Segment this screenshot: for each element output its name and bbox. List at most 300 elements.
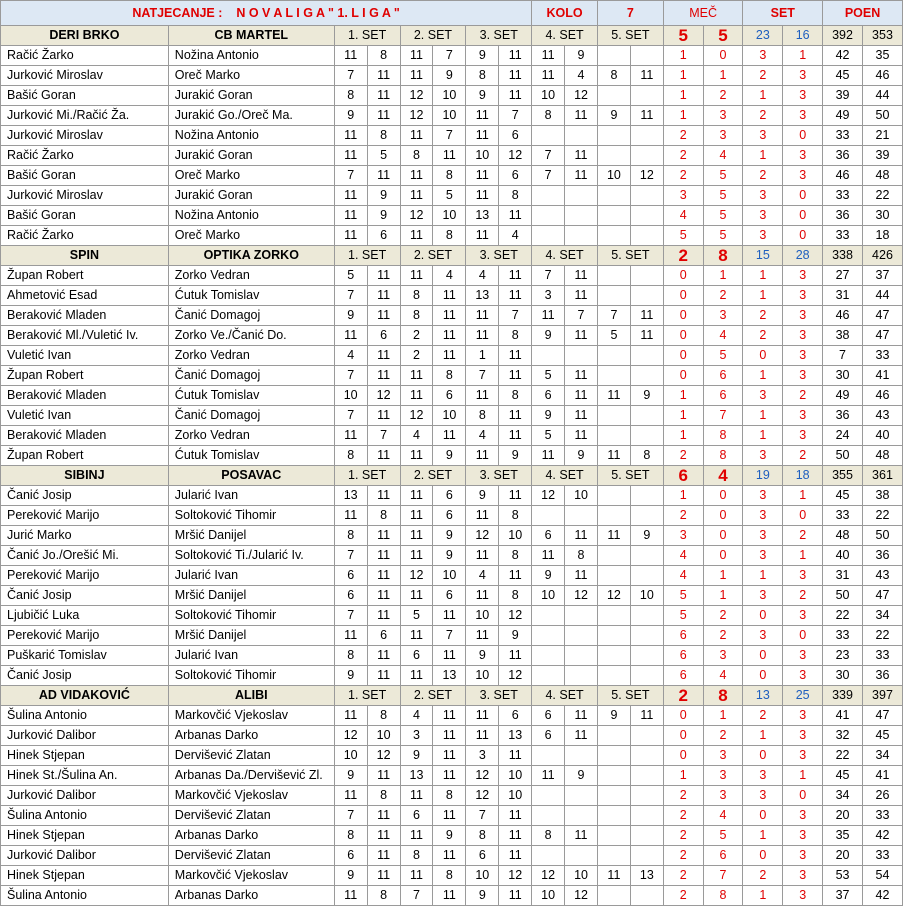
set-score: 6 — [367, 226, 400, 246]
match-running-home: 2 — [663, 446, 703, 466]
match-running-away: 6 — [703, 846, 743, 866]
set-score: 9 — [499, 446, 532, 466]
set-score: 6 — [400, 646, 433, 666]
set-score: 11 — [532, 546, 565, 566]
set-score: 11 — [367, 406, 400, 426]
set-score: 11 — [367, 766, 400, 786]
away-player: Mršić Danijel — [168, 526, 334, 546]
set-score: 10 — [499, 766, 532, 786]
set-score — [630, 126, 663, 146]
match-running-home: 5 — [663, 606, 703, 626]
set-score: 11 — [433, 146, 466, 166]
set-score: 11 — [565, 406, 598, 426]
away-player: Oreč Marko — [168, 66, 334, 86]
set-score — [597, 846, 630, 866]
set-score: 11 — [400, 66, 433, 86]
away-team-name: OPTIKA ZORKO — [168, 246, 334, 266]
away-player: Soltoković Tihomir — [168, 506, 334, 526]
set-score: 9 — [433, 66, 466, 86]
home-team-name: DERI BRKO — [1, 26, 169, 46]
home-player: Vuletić Ivan — [1, 406, 169, 426]
points-away: 47 — [862, 586, 902, 606]
set-score: 8 — [433, 226, 466, 246]
set-score: 10 — [433, 106, 466, 126]
set-score: 9 — [565, 446, 598, 466]
away-player: Ćutuk Tomislav — [168, 286, 334, 306]
set-score — [532, 346, 565, 366]
set-score: 8 — [466, 66, 499, 86]
sets-won-away: 2 — [783, 526, 823, 546]
home-player: Jurković Miroslav — [1, 66, 169, 86]
set-score: 11 — [334, 146, 367, 166]
sets-won-home: 1 — [743, 286, 783, 306]
game-row — [1, 286, 903, 306]
set-score: 9 — [334, 106, 367, 126]
set-score: 4 — [400, 706, 433, 726]
sets-won-away: 3 — [783, 406, 823, 426]
points-home: 36 — [823, 206, 863, 226]
set-score: 11 — [367, 106, 400, 126]
set-column-header: 3. SET — [466, 686, 532, 706]
set-score — [565, 746, 598, 766]
set-score: 9 — [433, 526, 466, 546]
home-player: Čanić Josip — [1, 666, 169, 686]
set-score: 11 — [433, 706, 466, 726]
points-home: 30 — [823, 666, 863, 686]
set-score: 10 — [466, 866, 499, 886]
game-row — [1, 126, 903, 146]
away-player: Arbanas Da./Dervišević Zl. — [168, 766, 334, 786]
sets-total-away: 25 — [783, 686, 823, 706]
sets-won-away: 0 — [783, 626, 823, 646]
points-home: 36 — [823, 146, 863, 166]
home-player: Račić Žarko — [1, 146, 169, 166]
set-score — [532, 606, 565, 626]
match-running-away: 4 — [703, 326, 743, 346]
set-score: 11 — [597, 446, 630, 466]
points-home: 33 — [823, 226, 863, 246]
set-score: 12 — [499, 146, 532, 166]
sets-won-home: 3 — [743, 46, 783, 66]
set-score: 11 — [466, 446, 499, 466]
set-score: 11 — [400, 126, 433, 146]
set-score: 8 — [367, 706, 400, 726]
set-score: 8 — [400, 846, 433, 866]
set-score: 11 — [565, 326, 598, 346]
home-player: Čanić Josip — [1, 586, 169, 606]
set-score: 6 — [499, 126, 532, 146]
set-score: 11 — [334, 186, 367, 206]
set-score — [597, 206, 630, 226]
set-score — [597, 566, 630, 586]
match-header-row — [1, 686, 903, 706]
away-player: Oreč Marko — [168, 166, 334, 186]
match-score-home: 2 — [663, 246, 703, 266]
points-away: 43 — [862, 566, 902, 586]
match-running-away: 2 — [703, 626, 743, 646]
points-home: 49 — [823, 106, 863, 126]
set-score: 11 — [400, 186, 433, 206]
set-score: 9 — [367, 186, 400, 206]
sets-won-away: 2 — [783, 386, 823, 406]
sets-won-away: 3 — [783, 706, 823, 726]
points-away: 46 — [862, 386, 902, 406]
away-player: Markovčić Vjekoslav — [168, 786, 334, 806]
match-running-away: 2 — [703, 286, 743, 306]
set-score: 11 — [400, 226, 433, 246]
set-score: 8 — [499, 326, 532, 346]
set-column-header: 4. SET — [532, 466, 598, 486]
set-score: 3 — [400, 726, 433, 746]
set-score: 7 — [433, 626, 466, 646]
points-home: 48 — [823, 526, 863, 546]
set-score: 12 — [597, 586, 630, 606]
sets-won-away: 3 — [783, 646, 823, 666]
game-row — [1, 786, 903, 806]
set-score: 12 — [565, 586, 598, 606]
set-score: 9 — [532, 326, 565, 346]
set-score: 11 — [565, 726, 598, 746]
set-column-header: 5. SET — [597, 686, 663, 706]
points-away: 22 — [862, 626, 902, 646]
set-score: 8 — [400, 306, 433, 326]
sets-won-home: 0 — [743, 346, 783, 366]
set-score — [532, 846, 565, 866]
set-score: 13 — [466, 206, 499, 226]
match-running-home: 0 — [663, 726, 703, 746]
match-running-home: 2 — [663, 506, 703, 526]
set-score — [630, 346, 663, 366]
points-away: 46 — [862, 66, 902, 86]
set-column-header: 3. SET — [466, 246, 532, 266]
set-score — [565, 626, 598, 646]
points-home: 46 — [823, 306, 863, 326]
set-score — [597, 426, 630, 446]
set-score: 10 — [565, 866, 598, 886]
sets-won-home: 2 — [743, 66, 783, 86]
match-running-home: 2 — [663, 786, 703, 806]
points-home: 42 — [823, 46, 863, 66]
set-score: 11 — [466, 706, 499, 726]
set-score: 12 — [565, 86, 598, 106]
points-home: 32 — [823, 726, 863, 746]
set-score: 11 — [499, 826, 532, 846]
set-column-header: 2. SET — [400, 686, 466, 706]
set-score: 8 — [630, 446, 663, 466]
set-score: 11 — [565, 366, 598, 386]
home-player: Hinek Stjepan — [1, 826, 169, 846]
set-score: 11 — [597, 526, 630, 546]
game-row — [1, 566, 903, 586]
set-score: 13 — [400, 766, 433, 786]
game-row — [1, 506, 903, 526]
match-running-home: 1 — [663, 386, 703, 406]
game-row — [1, 666, 903, 686]
sets-won-home: 1 — [743, 826, 783, 846]
set-score: 6 — [532, 526, 565, 546]
home-player: Šulina Antonio — [1, 886, 169, 906]
points-home: 46 — [823, 166, 863, 186]
sets-won-away: 1 — [783, 766, 823, 786]
match-running-home: 0 — [663, 746, 703, 766]
set-score: 12 — [499, 866, 532, 886]
match-header-row — [1, 246, 903, 266]
set-score: 6 — [433, 386, 466, 406]
set-score: 12 — [466, 786, 499, 806]
set-score — [532, 506, 565, 526]
set-score — [565, 846, 598, 866]
match-running-away: 3 — [703, 646, 743, 666]
points-home: 7 — [823, 346, 863, 366]
set-score: 11 — [499, 266, 532, 286]
points-home: 53 — [823, 866, 863, 886]
home-player: Župan Robert — [1, 366, 169, 386]
sets-won-home: 2 — [743, 326, 783, 346]
points-home: 49 — [823, 386, 863, 406]
sets-won-home: 3 — [743, 126, 783, 146]
set-score: 9 — [532, 566, 565, 586]
game-row — [1, 606, 903, 626]
sets-total-home: 23 — [743, 26, 783, 46]
set-score: 4 — [565, 66, 598, 86]
match-running-home: 6 — [663, 646, 703, 666]
game-row — [1, 306, 903, 326]
game-row — [1, 266, 903, 286]
game-row — [1, 886, 903, 906]
home-player: Bašić Goran — [1, 166, 169, 186]
sets-won-away: 3 — [783, 726, 823, 746]
set-score: 8 — [499, 386, 532, 406]
game-row — [1, 86, 903, 106]
set-score: 7 — [597, 306, 630, 326]
set-score — [597, 86, 630, 106]
points-home: 37 — [823, 886, 863, 906]
home-player: Beraković Mladen — [1, 426, 169, 446]
match-running-away: 3 — [703, 786, 743, 806]
set-score — [532, 186, 565, 206]
sets-won-home: 1 — [743, 266, 783, 286]
sets-total-away: 18 — [783, 466, 823, 486]
set-score — [630, 746, 663, 766]
set-score: 6 — [400, 806, 433, 826]
set-score: 11 — [532, 306, 565, 326]
game-row — [1, 646, 903, 666]
set-score: 10 — [532, 586, 565, 606]
sets-won-away: 3 — [783, 866, 823, 886]
set-score — [630, 486, 663, 506]
away-player: Nožina Antonio — [168, 126, 334, 146]
points-away: 30 — [862, 206, 902, 226]
set-score: 8 — [367, 126, 400, 146]
match-running-away: 2 — [703, 606, 743, 626]
away-player: Jurakić Goran — [168, 86, 334, 106]
set-score: 11 — [334, 206, 367, 226]
match-running-away: 5 — [703, 826, 743, 846]
set-score — [597, 606, 630, 626]
set-score: 11 — [532, 446, 565, 466]
set-score: 12 — [499, 666, 532, 686]
set-score: 11 — [499, 346, 532, 366]
sets-won-away: 1 — [783, 486, 823, 506]
set-score: 9 — [433, 446, 466, 466]
set-score: 11 — [433, 806, 466, 826]
home-player: Ljubičić Luka — [1, 606, 169, 626]
points-home: 33 — [823, 186, 863, 206]
set-score: 11 — [466, 126, 499, 146]
away-player: Čanić Domagoj — [168, 406, 334, 426]
points-total-home: 392 — [823, 26, 863, 46]
set-score: 8 — [499, 506, 532, 526]
set-score: 8 — [532, 826, 565, 846]
match-running-home: 1 — [663, 86, 703, 106]
points-home: 33 — [823, 626, 863, 646]
set-score: 11 — [597, 866, 630, 886]
set-score — [565, 666, 598, 686]
set-score: 12 — [400, 206, 433, 226]
set-score: 11 — [334, 46, 367, 66]
points-home: 34 — [823, 786, 863, 806]
set-score: 11 — [499, 86, 532, 106]
points-away: 37 — [862, 266, 902, 286]
set-column-header: 1. SET — [334, 246, 400, 266]
set-score: 11 — [499, 206, 532, 226]
set-score: 6 — [433, 486, 466, 506]
set-score: 8 — [334, 646, 367, 666]
set-score: 7 — [565, 306, 598, 326]
away-player: Soltoković Tihomir — [168, 666, 334, 686]
sets-won-away: 3 — [783, 146, 823, 166]
set-score — [532, 226, 565, 246]
set-score: 4 — [400, 426, 433, 446]
set-score — [597, 626, 630, 646]
sets-won-away: 0 — [783, 206, 823, 226]
set-score — [630, 406, 663, 426]
game-row — [1, 366, 903, 386]
set-score: 10 — [532, 86, 565, 106]
set-score: 11 — [630, 706, 663, 726]
away-player: Jularić Ivan — [168, 486, 334, 506]
set-score: 11 — [499, 366, 532, 386]
points-total-home: 339 — [823, 686, 863, 706]
points-away: 33 — [862, 346, 902, 366]
set-score — [630, 146, 663, 166]
set-score: 12 — [499, 606, 532, 626]
set-score: 7 — [532, 146, 565, 166]
set-score: 12 — [565, 886, 598, 906]
set-score: 8 — [597, 66, 630, 86]
set-score: 11 — [499, 406, 532, 426]
home-player: Šulina Antonio — [1, 706, 169, 726]
sets-won-away: 3 — [783, 426, 823, 446]
sets-total-home: 19 — [743, 466, 783, 486]
sets-won-away: 1 — [783, 46, 823, 66]
points-away: 39 — [862, 146, 902, 166]
points-away: 41 — [862, 766, 902, 786]
away-player: Arbanas Darko — [168, 886, 334, 906]
set-score — [597, 786, 630, 806]
set-score: 11 — [466, 386, 499, 406]
away-player: Soltoković Ti./Jularić Iv. — [168, 546, 334, 566]
game-row — [1, 626, 903, 646]
home-player: Beraković Mladen — [1, 386, 169, 406]
home-player: Jurković Miroslav — [1, 186, 169, 206]
match-running-away: 0 — [703, 506, 743, 526]
set-score — [630, 266, 663, 286]
home-player: Jurković Dalibor — [1, 846, 169, 866]
home-team-name: SPIN — [1, 246, 169, 266]
match-running-home: 4 — [663, 566, 703, 586]
away-player: Zorko Ve./Čanić Do. — [168, 326, 334, 346]
set-score: 8 — [532, 106, 565, 126]
home-player: Vuletić Ivan — [1, 346, 169, 366]
set-score: 11 — [433, 726, 466, 746]
set-score — [532, 666, 565, 686]
set-column-header: 4. SET — [532, 26, 598, 46]
set-score: 11 — [499, 566, 532, 586]
set-column-header: 2. SET — [400, 26, 466, 46]
mec-header: MEČ — [663, 1, 743, 26]
match-running-home: 4 — [663, 206, 703, 226]
match-running-away: 3 — [703, 746, 743, 766]
set-score — [597, 366, 630, 386]
sets-won-home: 1 — [743, 406, 783, 426]
game-row — [1, 46, 903, 66]
set-score: 11 — [367, 286, 400, 306]
game-row — [1, 726, 903, 746]
set-column-header: 5. SET — [597, 246, 663, 266]
set-score — [532, 206, 565, 226]
set-score: 9 — [466, 486, 499, 506]
points-away: 44 — [862, 286, 902, 306]
sets-won-away: 3 — [783, 566, 823, 586]
set-score: 7 — [532, 166, 565, 186]
set-score: 6 — [334, 566, 367, 586]
set-score: 7 — [334, 366, 367, 386]
game-row — [1, 766, 903, 786]
set-score: 11 — [466, 186, 499, 206]
match-running-home: 0 — [663, 346, 703, 366]
game-row — [1, 206, 903, 226]
points-total-home: 355 — [823, 466, 863, 486]
sets-won-away: 0 — [783, 506, 823, 526]
points-away: 36 — [862, 666, 902, 686]
away-player: Ćutuk Tomislav — [168, 386, 334, 406]
set-score — [597, 766, 630, 786]
set-score: 6 — [334, 586, 367, 606]
sets-won-away: 3 — [783, 66, 823, 86]
away-player: Mršić Danijel — [168, 626, 334, 646]
sets-won-home: 3 — [743, 766, 783, 786]
set-score — [630, 206, 663, 226]
set-score: 10 — [367, 726, 400, 746]
match-running-away: 2 — [703, 86, 743, 106]
away-team-name: ALIBI — [168, 686, 334, 706]
set-score: 11 — [466, 226, 499, 246]
set-score: 11 — [499, 806, 532, 826]
set-score: 4 — [499, 226, 532, 246]
kolo-value: 7 — [597, 1, 663, 26]
points-away: 22 — [862, 186, 902, 206]
set-score: 7 — [334, 546, 367, 566]
set-column-header: 1. SET — [334, 26, 400, 46]
set-score: 11 — [466, 326, 499, 346]
game-row — [1, 66, 903, 86]
set-score: 10 — [466, 606, 499, 626]
game-row — [1, 746, 903, 766]
sets-won-home: 0 — [743, 646, 783, 666]
match-running-away: 4 — [703, 666, 743, 686]
sets-won-home: 2 — [743, 166, 783, 186]
